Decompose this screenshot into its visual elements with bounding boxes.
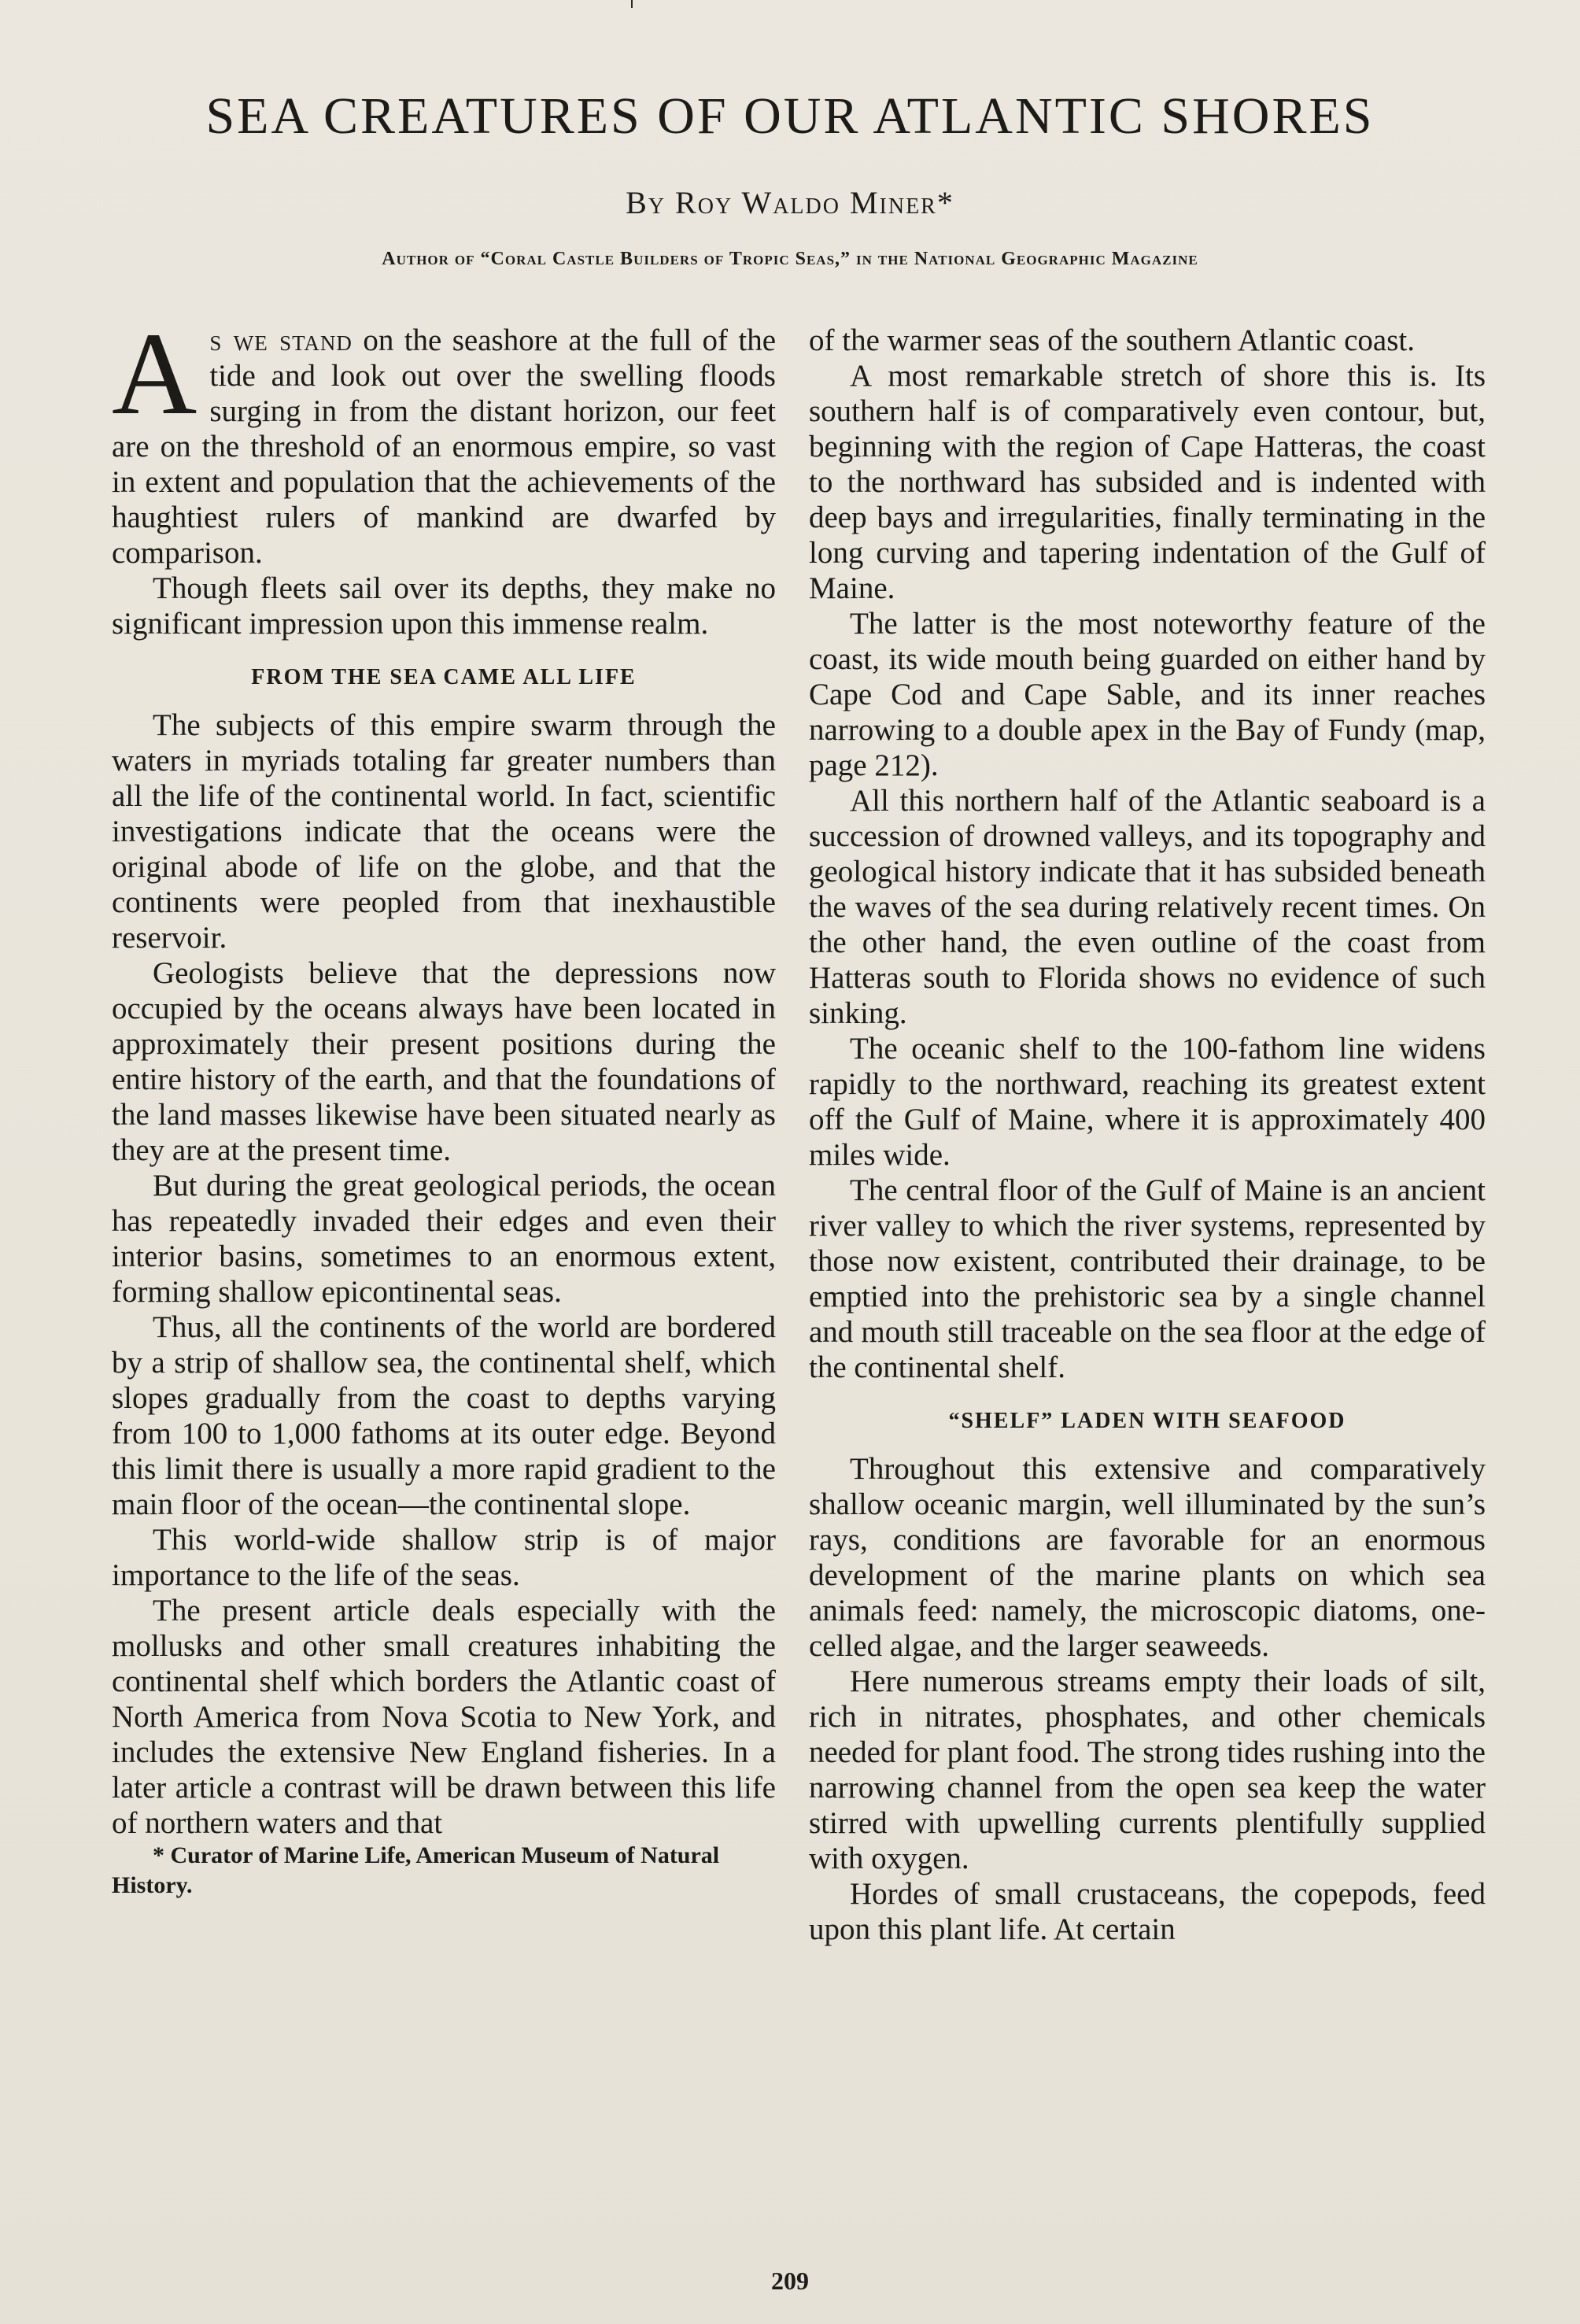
paragraph [112, 309, 776, 571]
paragraph-text: on the seashore at the full of the tide and look out over the swelling floods surging in from the distant horizon, our feet are on the threshold of an enormous empire, so vast in extent and population that the achievements of the haughtiest rulers of mankind are dwarfed by comparison. [112, 323, 776, 570]
paragraph: Here numerous streams empty their loads of silt, rich in nitrates, phosphates, and other chemicals needed for plant food. The strong tides rushing into the narrowing channel from the open sea keep the water stirred with upwelling currents plentifully supplied with oxygen. [809, 1664, 1486, 1875]
lead-in-caps: s we stand [209, 323, 353, 357]
author-credit: Author of “Coral Castle Builders of Tropic Seas,” in the National Geographic Magazine [382, 249, 1198, 269]
author-byline: By Roy Waldo Miner* [626, 185, 954, 220]
drop-cap: A [112, 309, 198, 439]
footnote: * Curator of Marine Life, American Museum of Natural History. [112, 1842, 720, 1898]
top-tick-mark [631, 0, 633, 8]
paragraph: Thus, all the continents of the world are bordered by a strip of shallow sea, the continental shelf, which slopes gradually from the coast to depths varying from 100 to 1,000 fathoms at its outer edge. Beyond this limit there is usually a more rapid gradient to the main floor of the ocean—the continental slope. [112, 1310, 776, 1521]
paragraph: Though fleets sail over its depths, they make no significant impression upon this immense realm. [112, 571, 776, 641]
paragraph: A most remarkable stretch of shore this is. Its southern half is of comparatively even contour, but, beginning with the region of Cape Hatteras, the coast to the northward has subsided and is indented with deep bays and irregularities, finally terminating in the long curving and tapering indentation of the Gulf of Maine. [809, 359, 1486, 605]
article-title: SEA CREATURES OF OUR ATLANTIC SHORES [205, 87, 1375, 145]
left-column [112, 309, 776, 1901]
section-subhead: FROM THE SEA CAME ALL LIFE [251, 665, 637, 689]
section-subhead: “SHELF” LADEN WITH SEAFOOD [948, 1409, 1346, 1433]
paragraph: The present article deals especially with the mollusks and other small creatures inhabiting the continental shelf which borders the Atlantic coast of North America from Nova Scotia to New York, and includes the extensive New England fisheries. In a later article a contrast will be drawn between this life of northern waters and that [112, 1594, 776, 1840]
paragraph: This world-wide shallow strip is of major importance to the life of the seas. [112, 1523, 776, 1592]
paragraph: of the warmer seas of the southern Atlantic coast. [809, 323, 1416, 357]
paragraph: But during the great geological periods, the ocean has repeatedly invaded their edges and even their interior basins, sometimes to an enormous extent, forming shallow epicontinental seas. [112, 1169, 776, 1309]
paragraph: Geologists believe that the depressions now occupied by the oceans always have been located in approximately their present positions during the entire history of the earth, and that the foundations of the land masses likewise have been situated nearly as they are at the present time. [112, 956, 776, 1167]
paragraph: Throughout this extensive and comparatively shallow oceanic margin, well illuminated by the sun’s rays, conditions are favorable for an enormous development of the marine plants on which sea animals feed: namely, the microscopic diatoms, one-celled algae, and the larger seaweeds. [809, 1452, 1486, 1663]
right-column [809, 323, 1486, 1947]
paragraph: The central floor of the Gulf of Maine is an ancient river valley to which the river systems, represented by those now existent, contributed their drainage, to be emptied into the prehistoric sea by a single channel and mouth still traceable on the sea floor at the edge of the continental shelf. [809, 1173, 1486, 1384]
page-number: 209 [771, 2267, 809, 2295]
paragraph: All this northern half of the Atlantic seaboard is a succession of drowned valleys, and its topography and geological history indicate that it has subsided beneath the waves of the sea during relatively recent times. On the other hand, the even outline of the coast from Hatteras south to Florida shows no evidence of such sinking. [809, 784, 1486, 1030]
paragraph: The oceanic shelf to the 100-fathom line widens rapidly to the northward, reaching its greatest extent off the Gulf of Maine, where it is approximately 400 miles wide. [809, 1032, 1486, 1172]
paragraph: Hordes of small crustaceans, the copepods, feed upon this plant life. At certain [809, 1877, 1486, 1946]
paragraph: The latter is the most noteworthy feature of the coast, its wide mouth being guarded on either hand by Cape Cod and Cape Sable, and its inner reaches narrowing to a double apex in the Bay of Fundy (map, page 212). [809, 607, 1486, 782]
paragraph: The subjects of this empire swarm through the waters in myriads totaling far greater numbers than all the life of the continental world. In fact, scientific investigations indicate that the oceans were the original abode of life on the globe, and that the continents were peopled from that inexhaustible reservoir. [112, 708, 776, 955]
